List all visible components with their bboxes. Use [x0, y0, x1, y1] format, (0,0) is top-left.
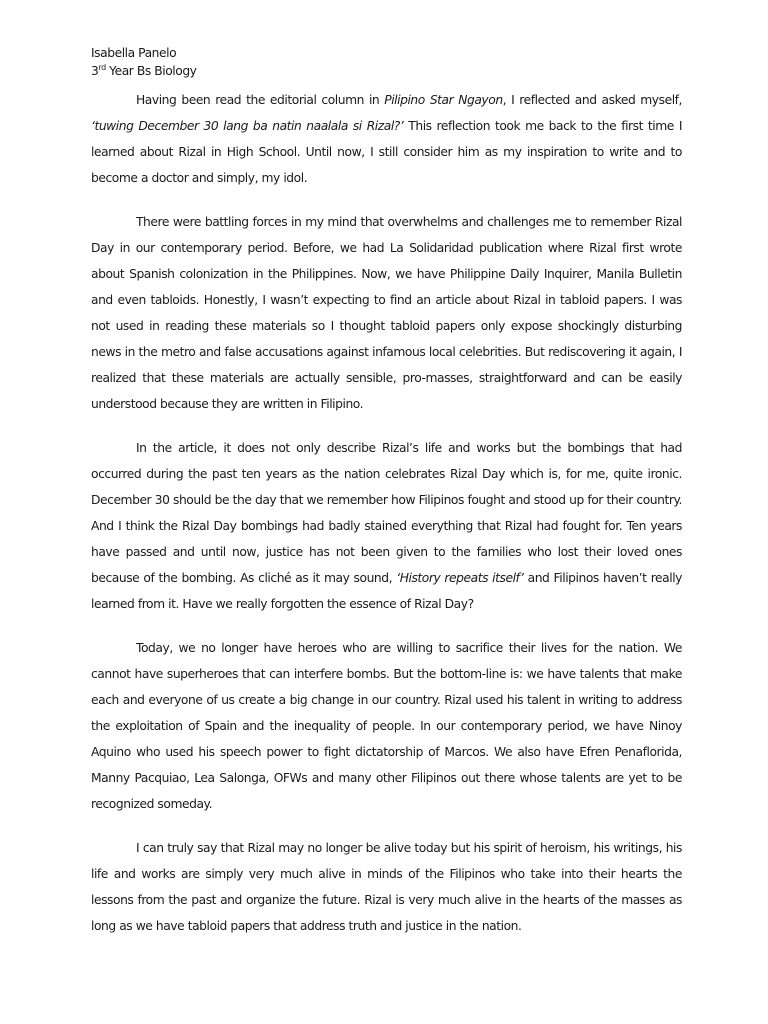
essay-paragraph: [91, 835, 682, 939]
year-number: 3: [91, 64, 99, 78]
year-suffix: rd: [98, 62, 106, 72]
paragraph-text: In the article, it does not only describe Rizal’s life and works but the bombings that had occurred during the past ten years as the nation celebrates Rizal Day which is, for me, quite ironic. December 30 should be the day that we remember how Filipinos fought and stood up for their country. And I think the Rizal Day bombings had badly stained everything that Rizal had fought for. Ten years have passed and until now, justice has not been given to the families who lost their loved ones because of the bombing. As cliché as it may sound,: [91, 441, 682, 585]
author-name: Isabella Panelo: [91, 46, 177, 60]
paragraph-text: Today, we no longer have heroes who are willing to sacrifice their lives for the nation. We cannot have superheroes that can interfere bombs. But the bottom-line is: we have talents that make each and everyone of us create a big change in our country. Rizal used his talent in writing to address the exploitation of Spain and the inequality of people. In our contemporary period, we have Ninoy Aquino who used his speech power to fight dictatorship of Marcos. We also have Efren Penaflorida, Manny Pacquiao, Lea Salonga, OFWs and many other Filipinos out there whose talents are yet to be recognized someday.: [91, 641, 682, 811]
paragraph-text: , I reflected and asked myself,: [502, 93, 683, 107]
essay-paragraph: [91, 435, 682, 617]
italic-text: ‘History repeats itself’: [396, 571, 524, 585]
paragraph-text: There were battling forces in my mind that overwhelms and challenges me to remember Rizal Day in our contemporary period. Before, we had La Solidaridad publication where Rizal first wrote about Spanish colonization in the Philippines. Now, we have Philippine Daily Inquirer, Manila Bulletin and even tabloids. Honestly, I wasn’t expecting to find an article about Rizal in tabloid papers. I was not used in reading these materials so I thought tabloid papers only expose shockingly disturbing news in the metro and false accusations against infamous local celebrities. But rediscovering it again, I realized that these materials are actually sensible, pro-masses, straightforward and can be easily understood because they are written in Filipino.: [91, 215, 682, 411]
course-text: Year Bs Biology: [105, 64, 197, 78]
paragraph-text: and Filipinos haven’t really learned from it. Have we really forgotten the essence of Rizal Day?: [91, 571, 682, 611]
essay-paragraph: [91, 87, 682, 191]
paragraph-text: Having been read the editorial column in: [136, 93, 385, 107]
essay-paragraph: [91, 635, 682, 817]
italic-text: Pilipino Star Ngayon: [384, 93, 503, 107]
author-year-course: [91, 62, 682, 80]
paragraph-text: This reflection took me back to the first time I learned about Rizal in High School. Until now, I still consider him as my inspiration to write and to become a doctor and simply, my idol.: [91, 119, 682, 185]
italic-text: ‘tuwing December 30 lang ba natin naalala si Rizal?’: [91, 119, 404, 133]
essay-body: [91, 87, 682, 939]
paragraph-text: I can truly say that Rizal may no longer be alive today but his spirit of heroism, his writings, his life and works are simply very much alive in minds of the Filipinos who take into their hearts the lessons from the past and organize the future. Rizal is very much alive in the hearts of the masses as long as we have tabloid papers that address truth and justice in the nation.: [91, 841, 682, 933]
essay-paragraph: [91, 209, 682, 417]
